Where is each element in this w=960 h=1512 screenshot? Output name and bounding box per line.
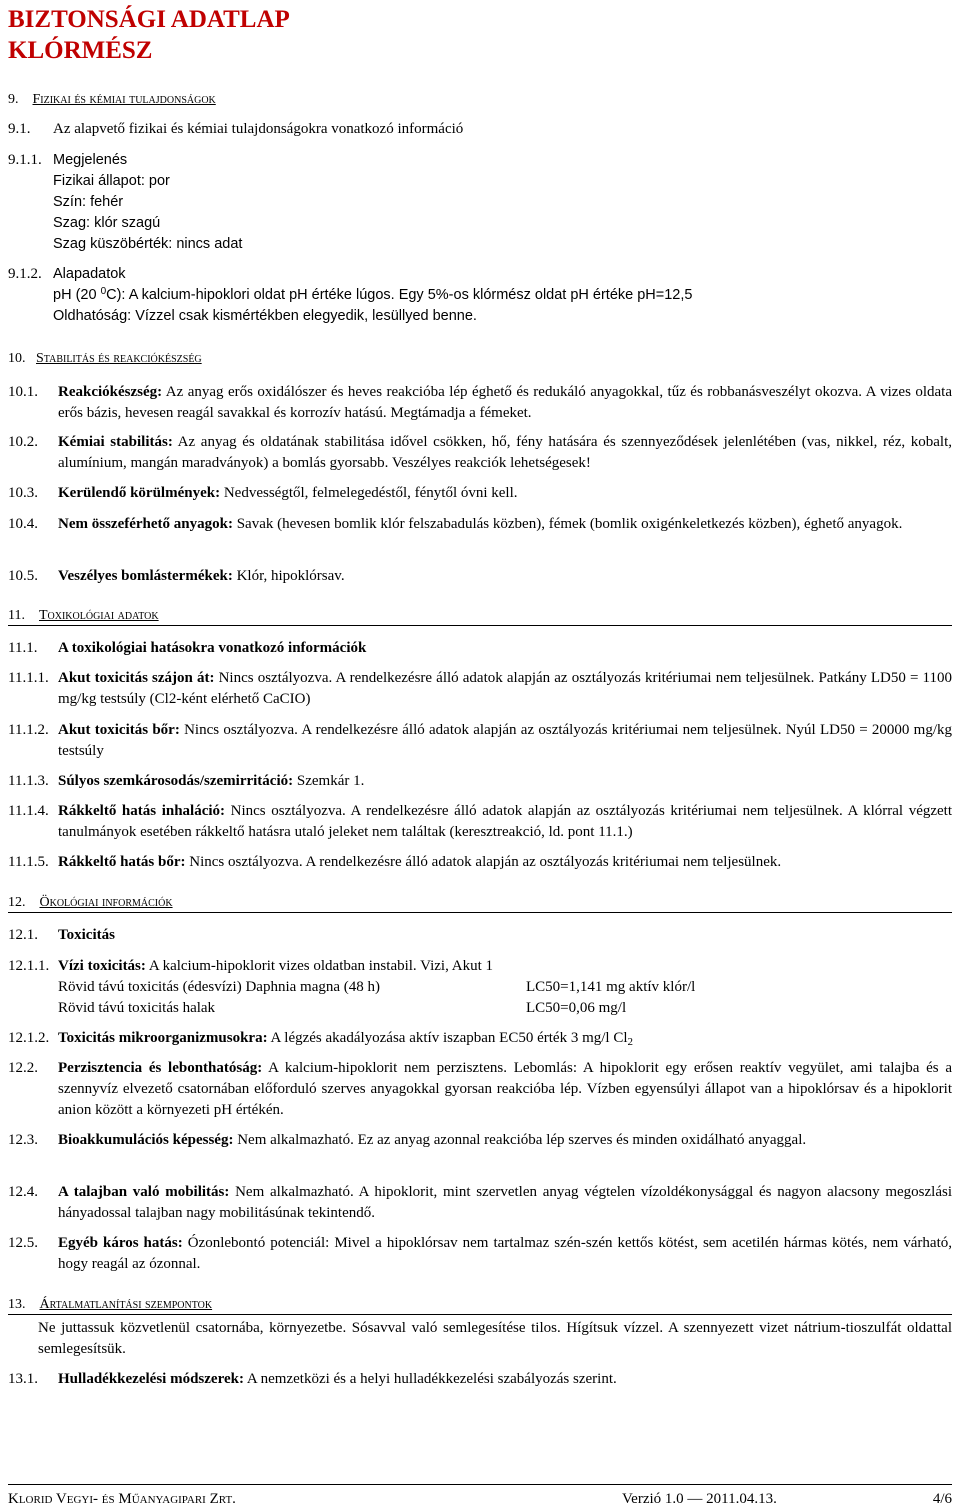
section-11-1-5: 11.1.5. Rákkeltő hatás bőr: Nincs osztályozva. A rendelkezésre álló adatok alapján az osztályozás kritériumai nem teljesülnek. xyxy=(8,854,782,870)
section-10-5: 10.5. Veszélyes bomlástermékek: Klór, hipoklórsav. xyxy=(8,568,345,584)
footer-company: Klorid Vegyi- és Műanyagipari Zrt. xyxy=(8,1491,236,1507)
disposal-text: Ne juttassuk közvetlenül csatornába, környezetbe. Sósavval való semlegesítése tilos. Hígítsuk vízzel. A szennyezett vizet nátrium-tioszulfát oldattal semlegesítsük. xyxy=(38,1320,952,1357)
product-name: KLÓRMÉSZ xyxy=(8,37,153,64)
section-9-1-heading: 9.1. Az alapvető fizikai és kémiai tulajdonságokra vonatkozó információ xyxy=(8,121,464,137)
toxicity-row: Rövid távú toxicitás (édesvízi) Daphnia magna (48 h) LC50=1,141 mg aktív klór/l xyxy=(58,979,696,995)
section-11-1-3: 11.1.3. Súlyos szemkárosodás/szemirritáció: Szemkár 1. xyxy=(8,773,365,789)
section-11-1-4: 11.1.4. Rákkeltő hatás inhaláció: Nincs osztályozva. A rendelkezésre álló adatok alapján az osztályozás kritériumai nem teljesülnek. A klórral végzett tanulmányok esetében rákkeltő hatásra utaló jeleket nem találtak (keresztreakció, ld. pont 11.1.) xyxy=(8,803,952,840)
section-10-4: 10.4. Nem összeférhető anyagok: Savak (hevesen bomlik klór felszabadulás közben), fémek (bomlik oxigénkeletkezés közben), éghető anyagok. xyxy=(8,516,903,532)
section-12-5: 12.5. Egyéb káros hatás: Ózonlebontó potenciál: Mivel a hipoklórsav nem tartalmaz szén-szén kettős kötést, sem acetilén hármas kötés, nem várható, hogy reagál az ózonnal. xyxy=(8,1235,952,1272)
section-12-1-2: 12.1.2. Toxicitás mikroorganizmusokra: A légzés akadályozása aktív iszapban EC50 érték 3 mg/l $Cl_2$ xyxy=(8,1030,633,1048)
document-title: BIZTONSÁGI ADATLAP xyxy=(8,6,290,33)
section-12-1-1: 12.1.1. Vízi toxicitás: A kalcium-hipoklorit vizes oldatban instabil. Vizi, Akut 1 Rövid távú toxicitás (édesvízi) Daphnia magna (48 h) LC50=1,141 mg aktív klór/l Rövid távú toxicitás halak LC50=0,06 mg/l xyxy=(8,956,952,1019)
section-10-heading: 10. Stabilitás és reakciókészség xyxy=(8,351,202,366)
section-9-1-2: 9.1.2. Alapadatok pH (20 $^0$C): A kalcium-hipoklori oldat pH értéke lúgos. Egy 5%-os klórmész oldat pH értéke pH=12,5 Oldhatóság: Vízzel csak kismértékben elegyedik, lesüllyed benne. xyxy=(8,266,693,324)
footer-page: 4/6 xyxy=(932,1491,952,1507)
section-12-3: 12.3. Bioakkumulációs képesség: Nem alkalmazható. Ez az anyag azonnal reakcióba lép szerves és minden oxidálható anyaggal. xyxy=(8,1132,807,1148)
section-12-2: 12.2. Perzisztencia és lebonthatóság: A kalcium-hipoklorit nem perzisztens. Lebomlás: A hipoklorit egy erősen reaktív vegyület, ami talajba és a szennyvíz elvezető csatornában előforduló szerves anyagokkal gyorsan reakcióba lép. Vízben egyensúlyi állapot van a hipoklórsav és a hipoklorit anion között a környezeti pH értékén. xyxy=(8,1060,953,1118)
section-11-heading: 11. Toxikológiai adatok xyxy=(8,608,159,623)
footer-divider xyxy=(8,1484,952,1485)
section-11-1-1: 11.1.1. Akut toxicitás szájon át: Nincs osztályozva. A rendelkezésre álló adatok alapján az osztályozás kritériumai nem teljesülnek. Patkány LD50 = 1100 mg/kg testsúly (Cl2-ként elérhető CaCIO) xyxy=(8,670,952,707)
section-13-1: 13.1. Hulladékkezelési módszerek: A nemzetközi és a helyi hulladékkezelési szabályozás szerint. xyxy=(8,1371,617,1387)
section-10-3: 10.3. Kerülendő körülmények: Nedvességtől, felmelegedéstől, fénytől óvni kell. xyxy=(8,485,518,501)
section-9-1-1: 9.1.1. Megjelenés Fizikai állapot: por Szín: fehér Szag: klór szagú Szag küszöbérték: nincs adat xyxy=(8,152,243,252)
footer-version: Verzió 1.0 — 2011.04.13. xyxy=(622,1491,777,1507)
section-9-heading: 9. Fizikai és kémiai tulajdonságok xyxy=(8,92,216,107)
section-12-heading: 12. Ökológiai információk xyxy=(8,895,173,910)
section-10-1: 10.1. Reakciókészség: Az anyag erős oxidálószer és heves reakcióba lép éghető és redukáló anyagokkal, tűz és robbanásveszélyt okozva. A vizes oldata erős bázis, hevesen reagál savakkal és korrozív hatású. Megtámadja a fémeket. xyxy=(8,384,952,421)
divider xyxy=(8,625,952,626)
section-13-heading: 13. Ártalmatlanítási szempontok xyxy=(8,1297,213,1312)
section-12-1-heading: 12.1. Toxicitás xyxy=(8,927,115,943)
section-12-4: 12.4. A talajban való mobilitás: Nem alkalmazható. A hipoklorit, mint szervetlen anyag végtelen vízoldékonysággal és nagyon alacsony megoszlási hányadossal talajban nagy mobilitásúnak tekintendő. xyxy=(8,1184,952,1221)
section-10-2: 10.2. Kémiai stabilitás: Az anyag és oldatának stabilitása idővel csökken, hő, fény hatására és szennyeződések jelenlétében (vas, nikkel, réz, kobalt, alumínium, mangán maradványok) a bomlás gyorsabb. Veszélyes reakciók lehetségesek! xyxy=(8,434,952,471)
divider xyxy=(8,1314,952,1315)
section-11-1-2: 11.1.2. Akut toxicitás bőr: Nincs osztályozva. A rendelkezésre álló adatok alapján az osztályozás kritériumai nem teljesülnek. Nyúl LD50 = 20000 mg/kg testsúly xyxy=(8,722,953,759)
divider xyxy=(8,912,952,913)
toxicity-row: Rövid távú toxicitás halak LC50=0,06 mg/l xyxy=(58,1000,627,1016)
section-11-1-heading: 11.1. A toxikológiai hatásokra vonatkozó információk xyxy=(8,640,367,656)
